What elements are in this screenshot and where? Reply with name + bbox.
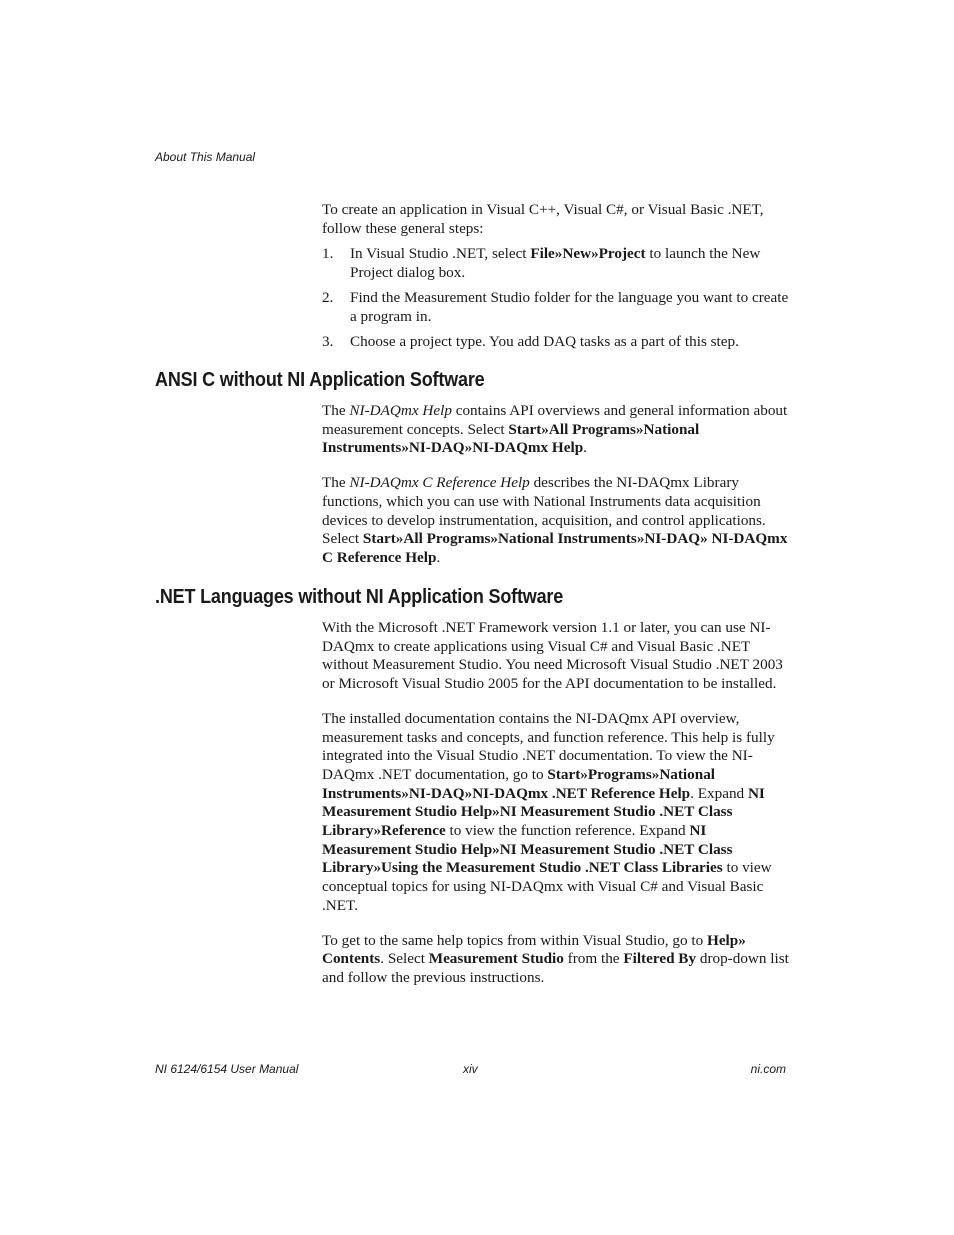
menu-path: Start»All Programs»National Instruments»NI-DAQ» NI-DAQmx C Reference Help — [322, 530, 788, 566]
text-run: describes the NI-DAQmx Library functions, which you can use with National Instruments data acquisition devices to develop instrumentation, acquisition, and control applications. Select — [322, 474, 766, 548]
text-run: contains API overviews and general information about measurement concepts. Select — [322, 402, 788, 438]
text-run: from the — [563, 950, 624, 968]
step-number: 1. — [322, 245, 334, 263]
footer-manual-title: NI 6124/6154 User Manual — [155, 1062, 299, 1076]
menu-path: NI Measurement Studio Help»NI Measurement Studio .NET Class Library»Using the Measurement Studio .NET Class Libraries — [322, 822, 733, 877]
ansi-section — [322, 402, 792, 568]
text-run: To get to the same help topics from within Visual Studio, go to — [322, 931, 707, 949]
ansi-paragraph-2 — [322, 474, 792, 568]
step-number: 2. — [322, 289, 334, 307]
doc-title: NI-DAQmx C Reference Help — [349, 474, 530, 492]
text-run: to view the function reference. Expand — [445, 822, 690, 840]
running-head: About This Manual — [155, 150, 256, 164]
text-run: The — [322, 474, 350, 492]
text-run: The — [322, 402, 350, 419]
section-heading-ansi: ANSI C without NI Application Software — [155, 369, 485, 391]
net-paragraph-2 — [322, 710, 792, 916]
step-text — [350, 245, 792, 282]
menu-path: Start»All Programs»National Instruments»NI-DAQ»NI-DAQmx Help — [322, 420, 700, 457]
step-text-part: to launch the New Project dialog box. — [350, 245, 761, 282]
net-section — [322, 619, 792, 988]
text-run: to view conceptual topics for using NI-DAQmx with Visual C# and Visual Basic .NET. — [322, 859, 772, 914]
text-run: . Select — [380, 950, 429, 968]
step-text: Find the Measurement Studio folder for the language you want to create a program in. — [350, 289, 789, 326]
step-text: Choose a project type. You add DAQ tasks as a part of this step. — [350, 333, 739, 351]
text-run: The installed documentation contains the NI-DAQmx API overview, measurement tasks and concepts, and function reference. This help is fully integrated into the Visual Studio .NET documentation. To view the NI-DAQmx .NET documentation, go to — [322, 709, 775, 783]
list-item — [322, 333, 792, 352]
net-paragraph-1: With the Microsoft .NET Framework version 1.1 or later, you can use NI-DAQmx to create applications using Visual C# and Visual Basic .NET without Measurement Studio. You need Microsoft Visual Studio .NET 2003 or Microsoft Visual Studio 2005 for the API documentation to be installed. — [322, 619, 783, 693]
footer-website: ni.com — [750, 1062, 786, 1076]
text-run: . — [436, 548, 441, 566]
steps-list — [322, 245, 792, 352]
step-number: 3. — [322, 333, 334, 351]
ui-label: Filtered By — [623, 950, 697, 968]
text-run: drop-down list and follow the previous instructions. — [322, 950, 789, 986]
menu-path: File»New»Project — [530, 245, 646, 263]
net-paragraph-3 — [322, 932, 792, 988]
list-item — [322, 289, 792, 326]
step-text-part: In Visual Studio .NET, select — [350, 245, 531, 263]
list-item — [322, 245, 792, 282]
ansi-paragraph-1 — [322, 402, 792, 458]
ui-label: Measurement Studio — [428, 950, 564, 968]
menu-path: Start»Programs»National Instruments»NI-DAQ»NI-DAQmx .NET Reference Help — [322, 765, 716, 802]
menu-path: Help» Contents — [322, 931, 746, 968]
doc-title: NI-DAQmx Help — [349, 402, 452, 419]
text-run: . — [583, 439, 587, 457]
section-heading-net: .NET Languages without NI Application Software — [155, 586, 564, 608]
menu-path: NI Measurement Studio Help»NI Measurement Studio .NET Class Library»Reference — [322, 784, 765, 840]
text-run: . Expand — [690, 784, 748, 802]
intro-lead: To create an application in Visual C++, Visual C#, or Visual Basic .NET, follow these general steps: — [322, 201, 764, 237]
footer-page-number: xiv — [463, 1062, 478, 1076]
intro-section — [322, 201, 792, 358]
